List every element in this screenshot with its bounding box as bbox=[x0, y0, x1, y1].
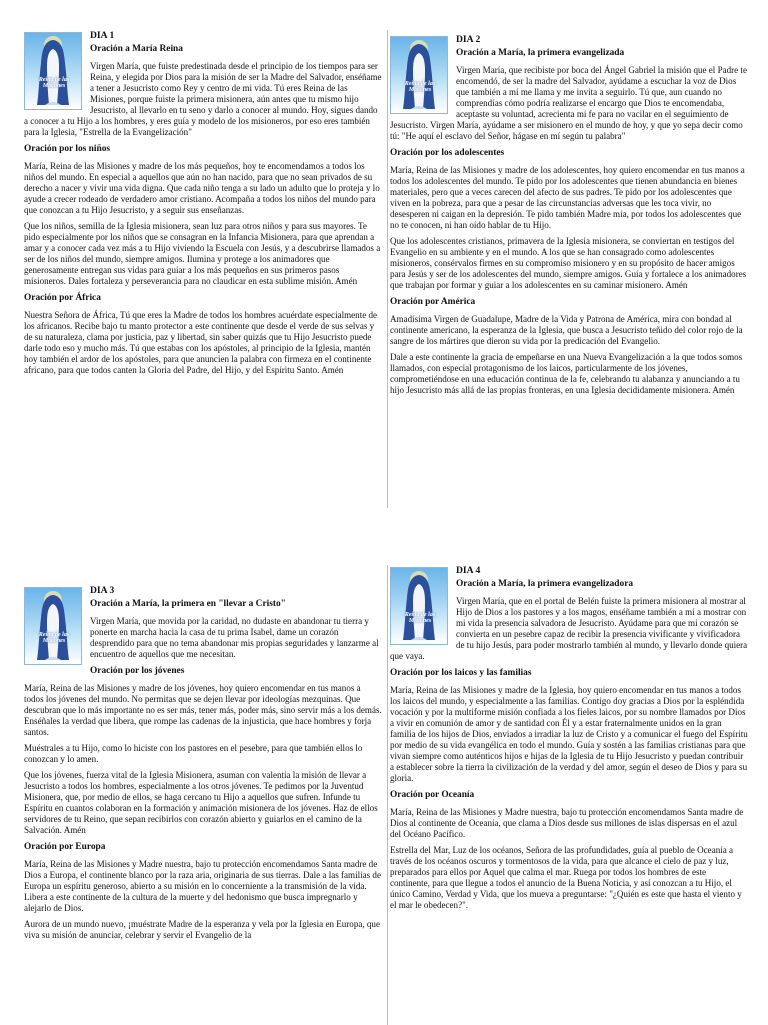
virgin-mary-icon bbox=[391, 568, 447, 644]
prayer-title: Oración a María, la primera en "llevar a Cristo" bbox=[90, 599, 286, 609]
section-paragraph: María, Reina de las Misiones y madre de los adolescentes, hoy quiero encomendar en tus manos a todos los adolescentes del mundo. Te pido por los adolescentes que tienen abundancia en bienes materiales, pero que a veces carecen del afecto de sus padres. Te pido por los adolescentes que viven en la pobreza, para que a pesar de las circunstancias adversas que les toca vivir, no desesperen ni caigan en la depresión. Te pido también Madre mía, por todos los adolescentes que no te conocen, ni han oído hablar de tu Hijo. bbox=[390, 165, 745, 230]
day-label: DIA 2 bbox=[456, 34, 481, 45]
prayer-title: Oración a María Reina bbox=[90, 44, 183, 54]
card-caption: Reina de las Misiones bbox=[38, 632, 70, 644]
section-heading: Oración por los jóvenes bbox=[90, 666, 185, 676]
day-panel-1 bbox=[24, 30, 382, 510]
virgin-mary-icon bbox=[25, 588, 81, 664]
virgin-mary-icon bbox=[391, 37, 447, 113]
section-paragraph: María, Reina de las Misiones y madre de los jóvenes, hoy quiero encomendar en tus manos a todos los jóvenes del mundo. No permitas que se dejen llevar por ideologías mezquinas. Que descubran que lo más importante no es ser más, tener más, poder más, sino servir más a los demás. Enséñales la verdad que libera, que rompe las cadenas de la injusticia, que hace hombres y forja santos. bbox=[24, 683, 382, 737]
section-paragraph: Estrella del Mar, Luz de los océanos, Señora de las profundidades, guía al pueblo de Oceanía a través de los océanos oscuros y tormentosos de la vida, para que alcance el cielo de paz y luz, preparados para ellos por Aquel que calma el mar. Ruega por todos los hombres de este continente, para que llegue a todos el anuncio de la Buena Noticia, y así conozcan a tu Hijo, el único Camino, Verdad y Vida, que los mueva a preguntarse: "¿Quién es este que hasta el viento y el mar le obedecen?". bbox=[390, 845, 742, 910]
day-panel-3 bbox=[24, 585, 382, 1024]
section-heading: Oración por los laicos y las familias bbox=[390, 668, 532, 678]
virgin-mary-image bbox=[24, 587, 82, 665]
section-heading: Oración por Europa bbox=[24, 842, 106, 852]
section-paragraph: Que los jóvenes, fuerza vital de la Iglesia Misionera, asuman con valentía la misión de llevar a Jesucristo a todos los hombres, especialmente a los otros jóvenes. Te pedimos por la Juventud Misionera, que, por medio de ellos, se haga cercano tu Hijo a aquellos que sufren. Infunde tu Espíritu en cuantos colaboran en la formación y animación misionera de los jóvenes. Haz de ellos servidores de tu Reino, que sepan recibirlos con corazón abierto y guiarlos en el camino de la Salvación. Amén bbox=[24, 770, 378, 835]
section-paragraph: Aurora de un mundo nuevo, ¡muéstrate Madre de la esperanza y vela por la Iglesia en Europa, que viva su misión de anunciar, celebrar y servir el Evangelio de la bbox=[24, 919, 380, 940]
section-heading: Oración por Oceanía bbox=[390, 790, 475, 800]
section-paragraph: Muéstrales a tu Hijo, como lo hiciste con los pastores en el pesebre, para que también ellos lo conozcan y lo amen. bbox=[24, 743, 363, 764]
section-paragraph: Amadísima Virgen de Guadalupe, Madre de la Vida y Patrona de América, mira con bondad al continente americano, la esperanza de la Iglesia, que busca a Jesucristo teñido del color rojo de la sangre de los mártires que dieron su vida por la predicación del Evangelio. bbox=[390, 314, 743, 346]
section-paragraph: María, Reina de las Misiones y Madre nuestra, bajo tu protección encomendamos Santa madre de Dios a Europa, el continente blanco por la raza aria, originaria de sus tierras. Dale a las familias de Europa un espíritu generoso, abierto a su misión en lo concerniente a la transmisión de la vida. Libera a este continente de la cultura de la muerte y del hedonismo que busca impregnarlo y alejarlo de Dios. bbox=[24, 859, 381, 913]
virgin-mary-image bbox=[390, 567, 448, 645]
column-divider bbox=[387, 565, 388, 1025]
section-paragraph: María, Reina de las Misiones y Madre nuestra, bajo tu protección encomendamos Santa madre de Dios al continente de Oceanía, que clama a Dios desde sus millones de islas dispersas en el azul del Océano Pacífico. bbox=[390, 807, 744, 839]
virgin-mary-image bbox=[24, 32, 82, 110]
section-heading: Oración por América bbox=[390, 297, 476, 307]
virgin-mary-icon bbox=[25, 33, 81, 109]
day-panel-4 bbox=[390, 565, 748, 1015]
day-panel-2 bbox=[390, 34, 748, 508]
section-heading: Oración por los adolescentes bbox=[390, 148, 505, 158]
card-caption: Reina de las Misiones bbox=[404, 81, 436, 93]
section-paragraph: María, Reina de las Misiones y madre de la Iglesia, hoy quiero encomendar en tus manos a todos los laicos del mundo, y especialmente a las familias. Contigo doy gracias a Dios por la espléndida vocación y por la multiforme misión confiada a los fieles laicos, por su nombre llamados por Dios a vivir en comunión de amor y de santidad con Él y a estar fraternalmente unidos en la gran familia de los hijos de Dios, enviados a irradiar la luz de Cristo y a comunicar el fuego del Espíritu por medio de su vida evangélica en todo el mundo. Guía y sostén a las familias cristianas para que vivan siempre como auténticos hijos e hijas de la Iglesia de tu Hijo Jesucristo y puedan contribuir a establecer sobre la tierra la civilización de la verdad y del amor, según el deseo de Dios y para su gloria. bbox=[390, 685, 748, 783]
prayer-title: Oración a María, la primera evangelizadora bbox=[456, 579, 634, 589]
day-label: DIA 4 bbox=[456, 565, 481, 576]
prayer-paragraph: Virgen María, que en el portal de Belén fuiste la primera misionera al mostrar al Hijo de Dios a los pastores y a los magos, enséñame también a mí a mostrar con mi vida la presencia salvadora de Jesucristo. Ayúdame para que mi corazón se convierta en un pesebre capaz de recibir la presencia vivificante y vivificadora de tu hijo Jesús, para poder mostrarlo también al mundo, y llevarlo donde quiera que vaya. bbox=[390, 596, 748, 661]
section-paragraph: María, Reina de las Misiones y madre de los más pequeños, hoy te encomendamos a todos los niños del mundo. En especial a aquellos que aún no han nacido, para que no sean privados de su derecho a nacer y vivir una vida digna. Que cada niño tenga a su lado un adulto que lo proteja y lo ayude a crecer rodeado de verdadero amor cristiano. Acompaña a todos los niños del mundo para que conozcan a tu Hijo Jesucristo, y a seguir sus enseñanzas. bbox=[24, 161, 380, 215]
prayer-paragraph: Virgen María, que recibiste por boca del Ángel Gabriel la misión que el Padre te encomendó, de ser la madre del Salvador, ayúdame a escuchar la voz de Dios que también a mí me llama y me invita a seguirlo. Tú que, aun cuando no comprendías cómo podría realizarse el encargo que Dios te encomendaba, aceptaste su voluntad, acrecienta mi fe para no vacilar en el seguimiento de Jesucristo. Virgen María, ayúdame a ser misionero en el mundo de hoy, y que yo sepa decir como tú: "He aquí el esclavo del Señor, hágase en mí según tu palabra" bbox=[390, 65, 747, 141]
section-paragraph: Que los niños, semilla de la Iglesia misionera, sean luz para otros niños y para sus mayores. Te pido especialmente por los niños que se consagran en la Infancia Misionera, para que aprendan a amar y a conocer cada vez más a tu Hijo viviendo la Escuela con Jesús, y a descubrirse llamados a ser de los niños del mundo, siempre amigos. Ilumina y protege a los animadores que generosamente entregan sus vidas para guiar a los más pequeños en sus primeros pasos misioneros. Dales fortaleza y perseverancia para no claudicar en esta sublime misión. Amén bbox=[24, 221, 381, 286]
section-paragraph: Nuestra Señora de África, Tú que eres la Madre de todos los hombres acuérdate especialmente de los africanos. Recibe bajo tu manto protector a este continente que desde el verde de sus selvas y de su naturaleza, clama por justicia, paz y libertad, sin saber quizás que tu Hijo Jesucristo puede darle todo eso y mucho más. Tú que estabas con los apóstoles, al principio de la Iglesia, mantén hoy también el ardor de los apóstoles, para que anuncien la palabra con firmeza en el continente africano, para que todos canten la Gloria del Padre, del Hijo, y del Espíritu Santo. Amén bbox=[24, 310, 378, 375]
prayer-paragraph: Virgen María, que movida por la caridad, no dudaste en abandonar tu tierra y ponerte en marcha hacia la casa de tu prima Isabel, dame un corazón desprendido para que no tema abandonar mis propias seguridades y lanzarme al encuentro de aquellos que me necesitan. bbox=[90, 616, 379, 659]
card-caption: Reina de las Misiones bbox=[38, 77, 70, 89]
prayer-paragraph: Virgen María, que fuiste predestinada desde el principio de los tiempos para ser Reina, y elegida por Dios para la misión de ser la Madre del Salvador, enséñame a tener a Jesucristo como Rey y centro de mi vida. Tú eres Reina de las Misiones, porque fuiste la primera misionera, aún antes que tu mismo hijo Jesucristo, al llevarlo en tu seno y darlo a conocer al mundo. Hoy, sigues dando a conocer a tu Hijo a los hombres, y eres guía y modelo de los misioneros, por eso eres también para la Iglesia, "Estrella de la Evangelización" bbox=[24, 61, 382, 137]
section-paragraph: Dale a este continente la gracia de empeñarse en una Nueva Evangelización a la que todos somos llamados, con especial protagonismo de los laicos, particularmente de los jóvenes, comprometiéndose en una educación continua de la fe, celebrando tu alabanza y anunciando a tu hijo Jesucristo más allá de las propias fronteras, en una Iglesia decididamente misionera. Amén bbox=[390, 352, 743, 395]
day-label: DIA 1 bbox=[90, 30, 115, 41]
section-heading: Oración por África bbox=[24, 293, 101, 303]
virgin-mary-image bbox=[390, 36, 448, 114]
column-divider bbox=[387, 30, 388, 508]
day-label: DIA 3 bbox=[90, 585, 115, 596]
section-paragraph: Que los adolescentes cristianos, primavera de la Iglesia misionera, se conviertan en testigos del Evangelio en su ambiente y en el mundo. A los que se han consagrado como adolescentes misioneros, consérvalos firmes en su compromiso misionero y en su propósito de hacer amigos para Jesús y ser de los adolescentes del mundo, siempre amigos. Guía y fortalece a los animadores que trabajan por formar y guiar a los adolescentes en su caminar misionero. Amén bbox=[390, 236, 747, 290]
prayer-title: Oración a María, la primera evangelizada bbox=[456, 48, 625, 58]
card-caption: Reina de las Misiones bbox=[404, 612, 436, 624]
section-heading: Oración por los niños bbox=[24, 144, 111, 154]
